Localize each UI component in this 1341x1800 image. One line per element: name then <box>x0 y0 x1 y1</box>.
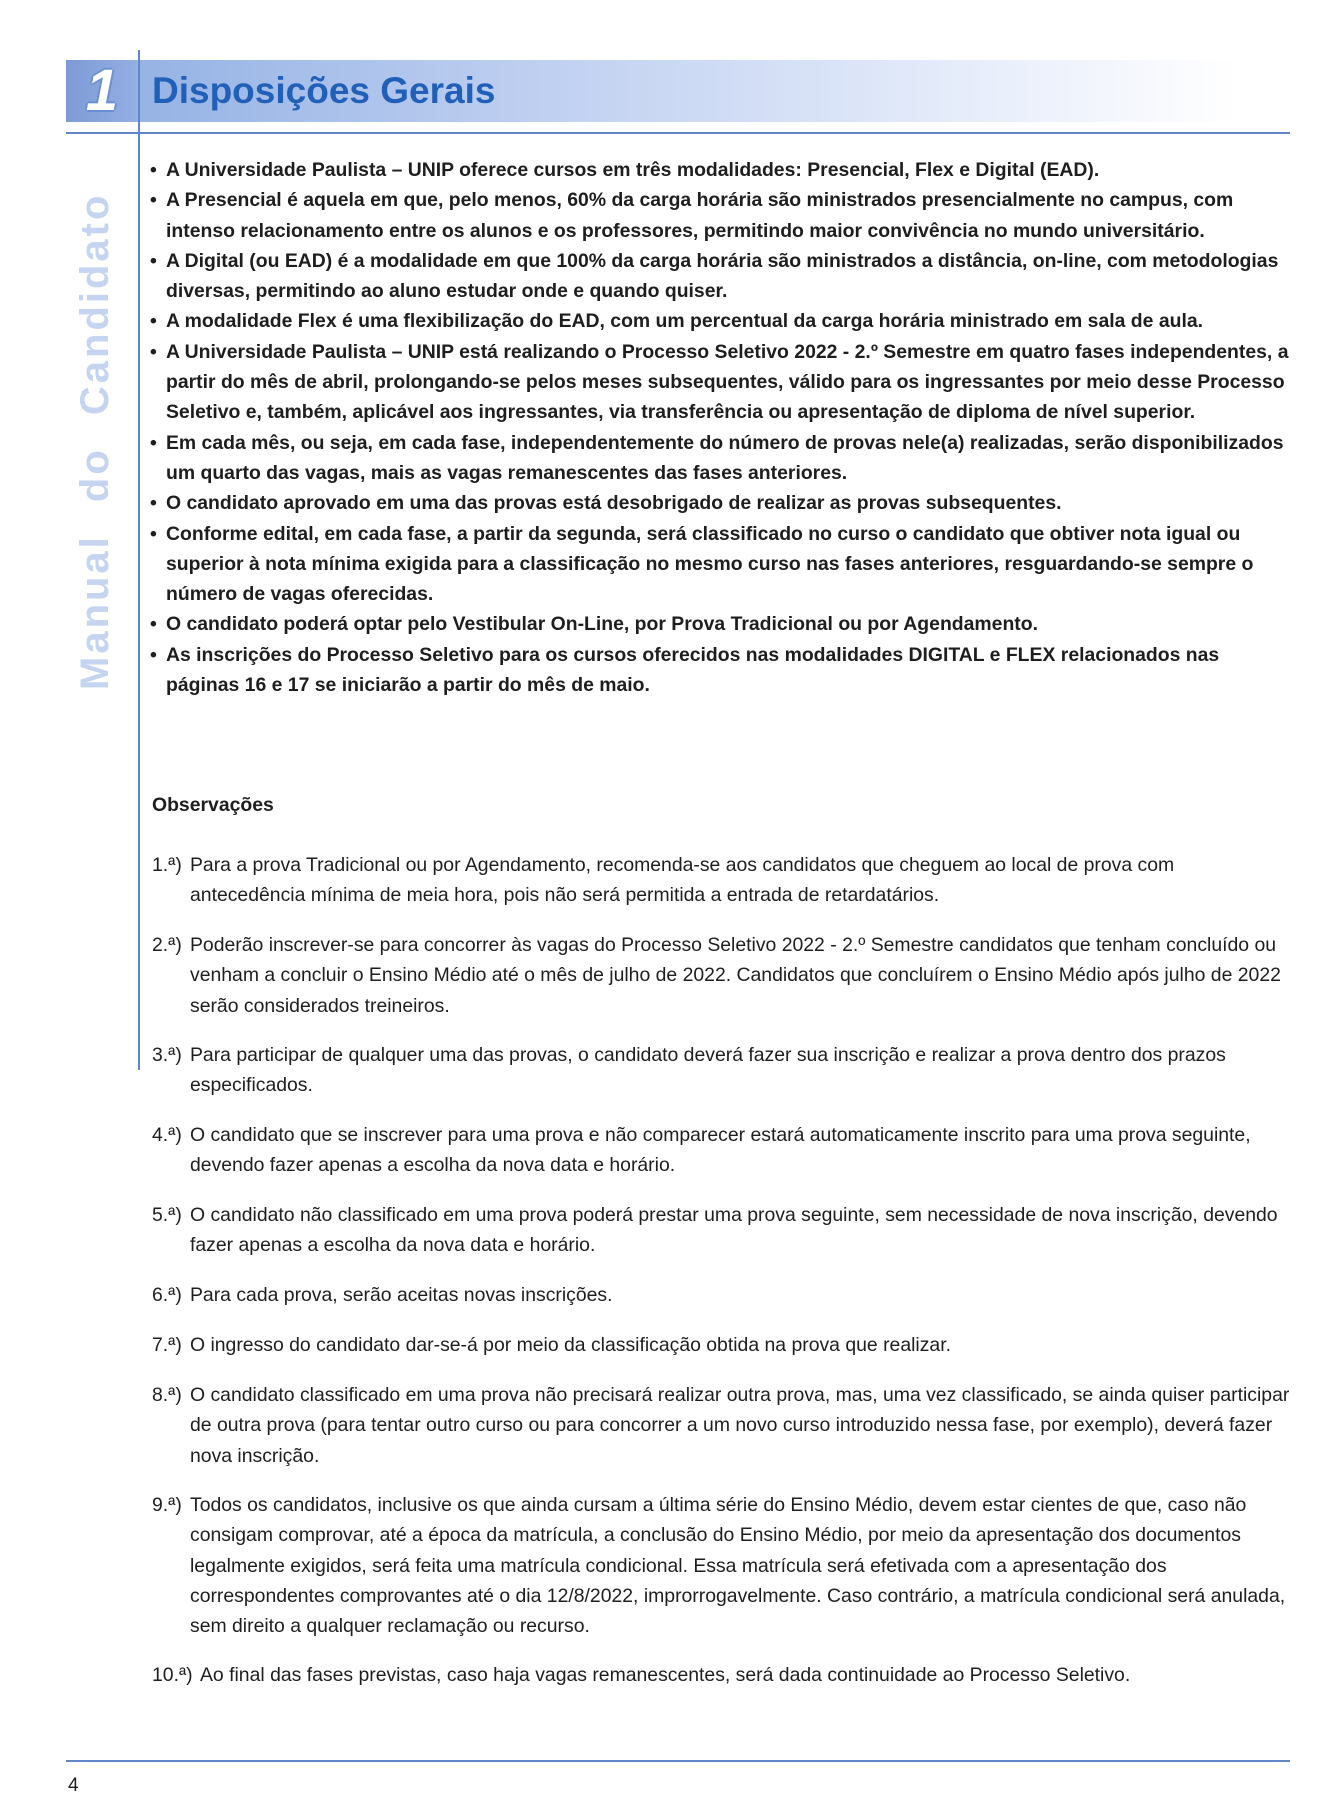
observation-number: 2.ª) <box>152 934 182 956</box>
observation-item <box>152 1120 1292 1181</box>
observation-text: Todos os candidatos, inclusive os que ainda cursam a última série do Ensino Médio, devem estar cientes de que, caso não consigam comprovar, até a época da matrícula, a conclusão do Ensino Médio, por meio da apresentação dos documentos legalmente exigidos, será feita uma matrícula condicional. Essa matrícula será efetivada com a apresentação dos correspondentes comprovantes até o dia 12/8/2022, improrrogavelmente. Caso contrário, a matrícula condicional será anulada, sem direito a qualquer reclamação ou recurso. <box>190 1494 1286 1638</box>
list-item: • O candidato aprovado em uma das provas está desobrigado de realizar as provas subsequentes. <box>150 488 1290 518</box>
observation-item <box>152 1280 1292 1310</box>
observation-text: O ingresso do candidato dar-se-á por meio da classificação obtida na prova que realizar. <box>190 1334 951 1356</box>
list-item: • As inscrições do Processo Seletivo para os cursos oferecidos nas modalidades DIGITAL e FLEX relacionados nas páginas 16 e 17 se iniciarão a partir do mês de maio. <box>150 640 1290 701</box>
observation-text: Ao final das fases previstas, caso haja vagas remanescentes, será dada continuidade ao Processo Seletivo. <box>200 1664 1131 1686</box>
page-title: Disposições Gerais <box>152 70 496 111</box>
observation-number: 3.ª) <box>152 1044 182 1066</box>
observation-number: 1.ª) <box>152 854 182 876</box>
observation-number: 6.ª) <box>152 1284 182 1306</box>
list-item: • A Presencial é aquela em que, pelo menos, 60% da carga horária são ministrados presencialmente no campus, com intenso relacionamento entre os alunos e os professores, permitindo maior convivência no mundo universitário. <box>150 185 1290 246</box>
observation-item <box>152 1490 1292 1641</box>
observation-text: O candidato não classificado em uma prova poderá prestar uma prova seguinte, sem necessidade de nova inscrição, devendo fazer apenas a escolha da nova data e horário. <box>190 1204 1278 1257</box>
list-item: • Em cada mês, ou seja, em cada fase, independentemente do número de provas nele(a) realizadas, serão disponibilizados um quarto das vagas, mais as vagas remanescentes das fases anteriores. <box>150 428 1290 489</box>
observation-text: O candidato classificado em uma prova não precisará realizar outra prova, mas, uma vez classificado, se ainda quiser participar de outra prova (para tentar outro curso ou para concorrer a um novo curso introduzido nessa fase, por exemplo), deverá fazer nova inscrição. <box>190 1384 1290 1467</box>
list-item: • A Universidade Paulista – UNIP oferece cursos em três modalidades: Presencial, Flex e Digital (EAD). <box>150 155 1290 185</box>
general-provisions-list <box>150 155 1290 700</box>
list-item: • Conforme edital, em cada fase, a partir da segunda, será classificado no curso o candidato que obtiver nota igual ou superior à nota mínima exigida para a classificação no mesmo curso nas fases anteriores, resguardando-se sempre o número de vagas oferecidas. <box>150 519 1290 610</box>
observation-item <box>152 1660 1292 1690</box>
observation-item <box>152 1040 1292 1101</box>
observation-number: 5.ª) <box>152 1204 182 1226</box>
vertical-divider <box>138 50 140 1070</box>
chapter-number: 1 <box>85 58 117 123</box>
list-item: • A Digital (ou EAD) é a modalidade em que 100% da carga horária são ministrados a distância, on-line, com metodologias diversas, permitindo ao aluno estudar onde e quando quiser. <box>150 246 1290 307</box>
observation-number: 8.ª) <box>152 1384 182 1406</box>
observations-heading: Observações <box>152 794 274 816</box>
observation-item <box>152 1330 1292 1360</box>
observation-text: Para participar de qualquer uma das provas, o candidato deverá fazer sua inscrição e realizar a prova dentro dos prazos especificados. <box>190 1044 1226 1097</box>
header-divider <box>66 132 1290 134</box>
list-item: • O candidato poderá optar pelo Vestibular On-Line, por Prova Tradicional ou por Agendamento. <box>150 609 1290 639</box>
list-item: • A Universidade Paulista – UNIP está realizando o Processo Seletivo 2022 - 2.º Semestre em quatro fases independentes, a partir do mês de abril, prolongando-se pelos meses subsequentes, válido para os ingressantes por meio desse Processo Seletivo e, também, aplicável aos ingressantes, via transferência ou apresentação de diploma de nível superior. <box>150 337 1290 428</box>
observation-number: 9.ª) <box>152 1494 182 1516</box>
observation-item <box>152 1380 1292 1471</box>
footer-divider <box>66 1760 1290 1762</box>
sidebar-label: Manual do Candidato <box>73 192 117 690</box>
observation-text: Poderão inscrever-se para concorrer às vagas do Processo Seletivo 2022 - 2.º Semestre candidatos que tenham concluído ou venham a concluir o Ensino Médio até o mês de julho de 2022. Candidatos que concluírem o Ensino Médio após julho de 2022 serão considerados treineiros. <box>190 934 1281 1017</box>
chapter-number-box <box>66 60 136 122</box>
observation-number: 10.ª) <box>152 1664 193 1686</box>
observation-item <box>152 930 1292 1021</box>
observation-text: Para a prova Tradicional ou por Agendamento, recomenda-se aos candidatos que cheguem ao local de prova com antecedência mínima de meia hora, pois não será permitida a entrada de retardatários. <box>190 854 1175 907</box>
observation-item <box>152 850 1292 911</box>
observation-text: Para cada prova, serão aceitas novas inscrições. <box>190 1284 613 1306</box>
observation-number: 4.ª) <box>152 1124 182 1146</box>
observation-text: O candidato que se inscrever para uma prova e não comparecer estará automaticamente inscrito para uma prova seguinte, devendo fazer apenas a escolha da nova data e horário. <box>190 1124 1251 1177</box>
observation-item <box>152 1200 1292 1261</box>
list-item: • A modalidade Flex é uma flexibilização do EAD, com um percentual da carga horária ministrado em sala de aula. <box>150 306 1290 336</box>
page-number: 4 <box>68 1775 79 1796</box>
observation-number: 7.ª) <box>152 1334 182 1356</box>
